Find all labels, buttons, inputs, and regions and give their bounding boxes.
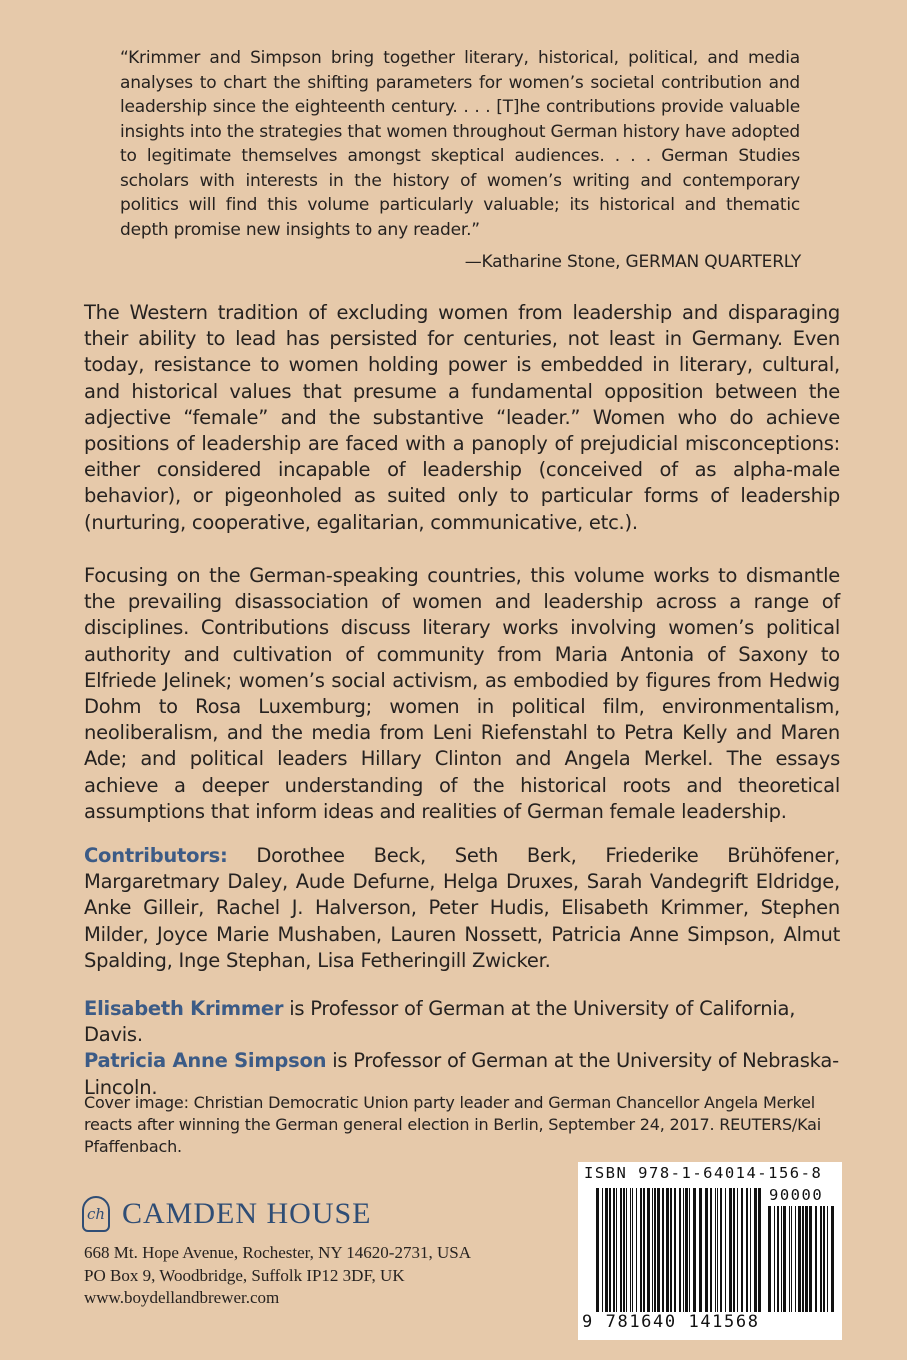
ean-digits: 9 781640 141568 (582, 1312, 760, 1332)
description-paragraph-2: Focusing on the German-speaking countries, this volume works to dismantle the prevailing disassociation of women and leadership across a range of disciplines. Contributions discuss literary works involving women’s political authority and cultivation of community from Maria Antonia of Saxony to Elfriede Jelinek; women’s social activism, as embodied by figures from Hedwig Dohm to Rosa Luxemburg; women in political film, environmentalism, neoliberalism, and the media from Leni Riefenstahl to Petra Kelly and Maren Ade; and political leaders Hillary Clinton and Angela Merkel. The essays achieve a deeper understanding of the historical roots and theoretical assumptions that inform ideas and realities of German female leadership. (84, 564, 840, 823)
review-quote: “Krimmer and Simpson bring together literary, historical, political, and media analyses to chart the shifting parameters for women’s societal contribution and leadership since the eighteenth century. . . . [T]he contributions provide valuable insights into the strategies that women throughout German history have adopted to legitimate themselves amongst skeptical audiences. . . . German Studies scholars with interests in the history of women’s writing and contemporary politics will find this volume particularly valuable; its historical and thematic depth promise new insights to any reader.” (120, 48, 800, 240)
barcode-stripe (616, 1188, 617, 1312)
barcode-stripe (781, 1206, 782, 1312)
barcode-stripe (777, 1206, 779, 1312)
price-barcode (768, 1206, 834, 1312)
barcode-stripe (657, 1188, 660, 1312)
barcode-stripe (831, 1206, 834, 1312)
address-line-1: 668 Mt. Hope Avenue, Rochester, NY 14620-2731, USA (84, 1243, 471, 1262)
barcode-stripe (693, 1188, 696, 1312)
barcode-stripe (605, 1188, 608, 1312)
contributors-section (84, 843, 840, 974)
barcode-stripe (652, 1188, 653, 1312)
barcode-stripe (823, 1206, 825, 1312)
barcode-stripe (699, 1188, 702, 1312)
barcode-stripe (741, 1188, 743, 1312)
barcode-stripe (674, 1188, 676, 1312)
barcode-stripe (689, 1188, 690, 1312)
barcode-stripe (683, 1188, 684, 1312)
barcode-stripe (737, 1188, 738, 1312)
barcode-stripe (666, 1188, 669, 1312)
barcode-stripe (705, 1188, 708, 1312)
publisher-address (84, 1242, 471, 1310)
editor-bio-2: is Professor of German at the University of Nebraska-Lincoln. (84, 1049, 839, 1099)
barcode-stripe (626, 1188, 627, 1312)
barcode-stripe (820, 1206, 822, 1312)
barcode-stripe (758, 1188, 761, 1312)
barcode-stripe (783, 1206, 786, 1312)
barcode-stripe (746, 1188, 748, 1312)
ean-barcode (596, 1188, 762, 1312)
editor-name-1: Elisabeth Krimmer (84, 997, 284, 1020)
barcode-stripe (827, 1206, 828, 1312)
barcode-stripe (613, 1188, 615, 1312)
barcode-stripe (685, 1188, 688, 1312)
barcode-stripe (596, 1188, 599, 1312)
barcode-stripe (774, 1206, 775, 1312)
barcode-stripe (654, 1188, 656, 1312)
barcode-stripe (809, 1206, 812, 1312)
description-paragraph-1: The Western tradition of excluding women from leadership and disparaging their ability to lead has persisted for centuries, not least in Germany. Even today, resistance to women holding power is embedded in literary, cultural, and historical values that presume a fundamental opposition between the adjective “female” and the substantive “leader.” Women who do achieve positions of leadership are faced with a panoply of prejudicial misconceptions: either considered incapable of leadership (conceived of as alpha-male behavior), or pigeonholed as suited only to particular forms of leadership (nurturing, cooperative, egalitarian, communicative, etc.). (84, 301, 840, 534)
barcode-stripe (798, 1206, 801, 1312)
logo-letters: ch (86, 1205, 106, 1223)
barcode-stripe (609, 1188, 611, 1312)
barcode-stripe (815, 1206, 817, 1312)
publisher-website: www.boydellandbrewer.com (84, 1288, 280, 1307)
barcode-stripe (720, 1188, 722, 1312)
barcode-stripe (717, 1188, 718, 1312)
isbn-text: ISBN 978-1-64014-156-8 (584, 1164, 823, 1182)
camden-house-icon (82, 1196, 110, 1232)
barcode-stripe (632, 1188, 633, 1312)
barcode-stripe (805, 1206, 808, 1312)
barcode-stripe (636, 1188, 637, 1312)
barcode-stripe (640, 1188, 642, 1312)
barcode-stripe (754, 1188, 757, 1312)
barcode-stripe (725, 1188, 726, 1312)
address-line-2: PO Box 9, Woodbridge, Suffolk IP12 3DF, UK (84, 1265, 405, 1285)
barcode-stripe (729, 1188, 732, 1312)
barcode-stripe (670, 1188, 672, 1312)
barcode-stripe (710, 1188, 712, 1312)
barcode-stripe (795, 1206, 796, 1312)
barcode-stripe (647, 1188, 650, 1312)
contributors-label: Contributors: (84, 844, 228, 867)
editor-bio-1: is Professor of German at the University of California, Davis. (84, 997, 796, 1047)
barcode-stripe (733, 1188, 735, 1312)
contributors-names: Dorothee Beck, Seth Berk, Friederike Brühöfener, Margaretmary Daley, Aude Defurne, Helga Druxes, Sarah Vandegrift Eldridge, Anke Gilleir, Rachel J. Halverson, Peter Hudis, Elisabeth Krimmer, Stephen Milder, Joyce Marie Mushaben, Lauren Nossett, Patricia Anne Simpson, Almut Spalding, Inge Stephan, Lisa Fetheringill Zwicker. (84, 844, 840, 972)
publisher-name: CAMDEN HOUSE (122, 1197, 372, 1230)
barcode-stripe (750, 1188, 751, 1312)
review-attribution: —Katharine Stone, GERMAN QUARTERLY (464, 252, 801, 272)
barcode-stripe (620, 1188, 622, 1312)
barcode-stripe (791, 1206, 792, 1312)
price-code-text: 90000 (769, 1186, 824, 1204)
barcode-stripe (643, 1188, 645, 1312)
barcode-stripe (623, 1188, 625, 1312)
barcode-stripe (768, 1206, 771, 1312)
editors-section (84, 996, 840, 1101)
barcode-stripe (802, 1206, 804, 1312)
editor-name-2: Patricia Anne Simpson (84, 1049, 327, 1073)
cover-credit: Cover image: Christian Democratic Union party leader and German Chancellor Angela Merkel reacts after winning the German general election in Berlin, September 24, 2017. REUTERS/Kai Pfaffenbach. (84, 1093, 821, 1156)
publisher-logo (82, 1196, 372, 1232)
barcode-stripe (662, 1188, 664, 1312)
barcode-stripe (630, 1188, 631, 1312)
barcode-stripe (679, 1188, 681, 1312)
barcode-stripe (715, 1188, 716, 1312)
barcode-stripe (602, 1188, 603, 1312)
barcode-stripe (789, 1206, 790, 1312)
